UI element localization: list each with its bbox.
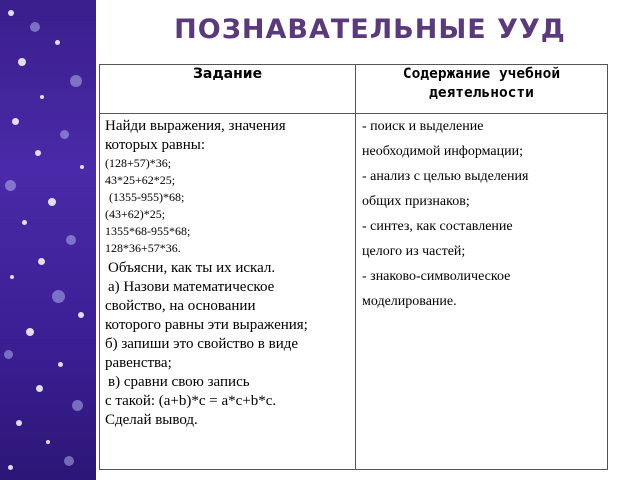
task-intro-line: Найди выражения, значения xyxy=(105,118,286,134)
content-line: - поиск и выделение xyxy=(362,119,484,134)
expression-line: (1355-955)*68; xyxy=(109,190,185,204)
content-line: целого из частей; xyxy=(362,244,466,259)
bubble-decoration xyxy=(22,220,27,225)
bubble-decoration xyxy=(12,118,19,125)
bubble-decoration xyxy=(55,40,60,45)
task-line: свойство, на основании xyxy=(105,298,256,314)
bubble-decoration xyxy=(78,312,84,318)
decorative-side-panel xyxy=(0,0,96,480)
bubble-decoration xyxy=(72,400,83,411)
content-line: необходимой информации; xyxy=(362,144,524,159)
bubble-decoration xyxy=(58,362,63,367)
bubble-decoration xyxy=(18,58,26,66)
task-line: а) Назови математическое xyxy=(108,279,275,295)
bubble-decoration xyxy=(36,385,43,392)
bubble-decoration xyxy=(26,328,34,336)
content-line: - анализ с целью выделения xyxy=(362,169,529,184)
task-cell xyxy=(100,114,356,470)
table-header-row xyxy=(100,65,608,114)
expression-line: 128*36+57*36. xyxy=(105,241,181,255)
bubble-decoration xyxy=(8,465,13,470)
content-line: моделирование. xyxy=(362,294,457,309)
task-intro-line: которых равны: xyxy=(105,137,206,153)
bubble-decoration xyxy=(16,420,22,426)
bubble-decoration xyxy=(80,165,84,169)
task-line: в) сравни свою запись xyxy=(108,374,250,390)
bubble-decoration xyxy=(8,10,14,16)
content-line: - синтез, как составление xyxy=(362,219,513,234)
bubble-decoration xyxy=(30,22,40,32)
task-line: Объясни, как ты их искал. xyxy=(108,260,276,276)
bubble-decoration xyxy=(46,440,50,444)
task-line: б) запиши это свойство в виде xyxy=(105,336,299,352)
header-content: Содержание учебной деятельности xyxy=(356,65,608,114)
expression-line: (43+62)*25; xyxy=(105,207,166,221)
expression-line: (128+57)*36; xyxy=(105,156,172,170)
content-cell xyxy=(356,114,608,470)
content-line: общих признаков; xyxy=(362,194,470,209)
bubble-decoration xyxy=(64,456,74,466)
bubble-decoration xyxy=(5,180,16,191)
bubble-decoration xyxy=(60,130,69,139)
bubble-decoration xyxy=(35,150,41,156)
task-line: которого равны эти выражения; xyxy=(105,317,308,333)
bubble-decoration xyxy=(10,275,14,279)
task-line: с такой: (a+b)*c = a*c+b*c. xyxy=(105,393,277,409)
expression-line: 1355*68-955*68; xyxy=(105,224,191,238)
page-title: ПОЗНАВАТЕЛЬНЫЕ УУД xyxy=(174,14,566,45)
bubble-decoration xyxy=(66,235,76,245)
bubble-decoration xyxy=(70,75,82,87)
task-line: Сделай вывод. xyxy=(105,412,198,428)
expression-line: 43*25+62*25; xyxy=(105,173,176,187)
bubble-decoration xyxy=(48,198,56,206)
bubble-decoration xyxy=(40,95,44,99)
bubble-decoration xyxy=(38,258,45,265)
table-row xyxy=(100,114,608,470)
bubble-decoration xyxy=(52,290,65,303)
header-task: Задание xyxy=(100,65,356,114)
task-line: равенства; xyxy=(105,355,172,371)
bubble-decoration xyxy=(4,350,13,359)
uud-table xyxy=(99,64,608,470)
content-line: - знаково-символическое xyxy=(362,269,511,284)
